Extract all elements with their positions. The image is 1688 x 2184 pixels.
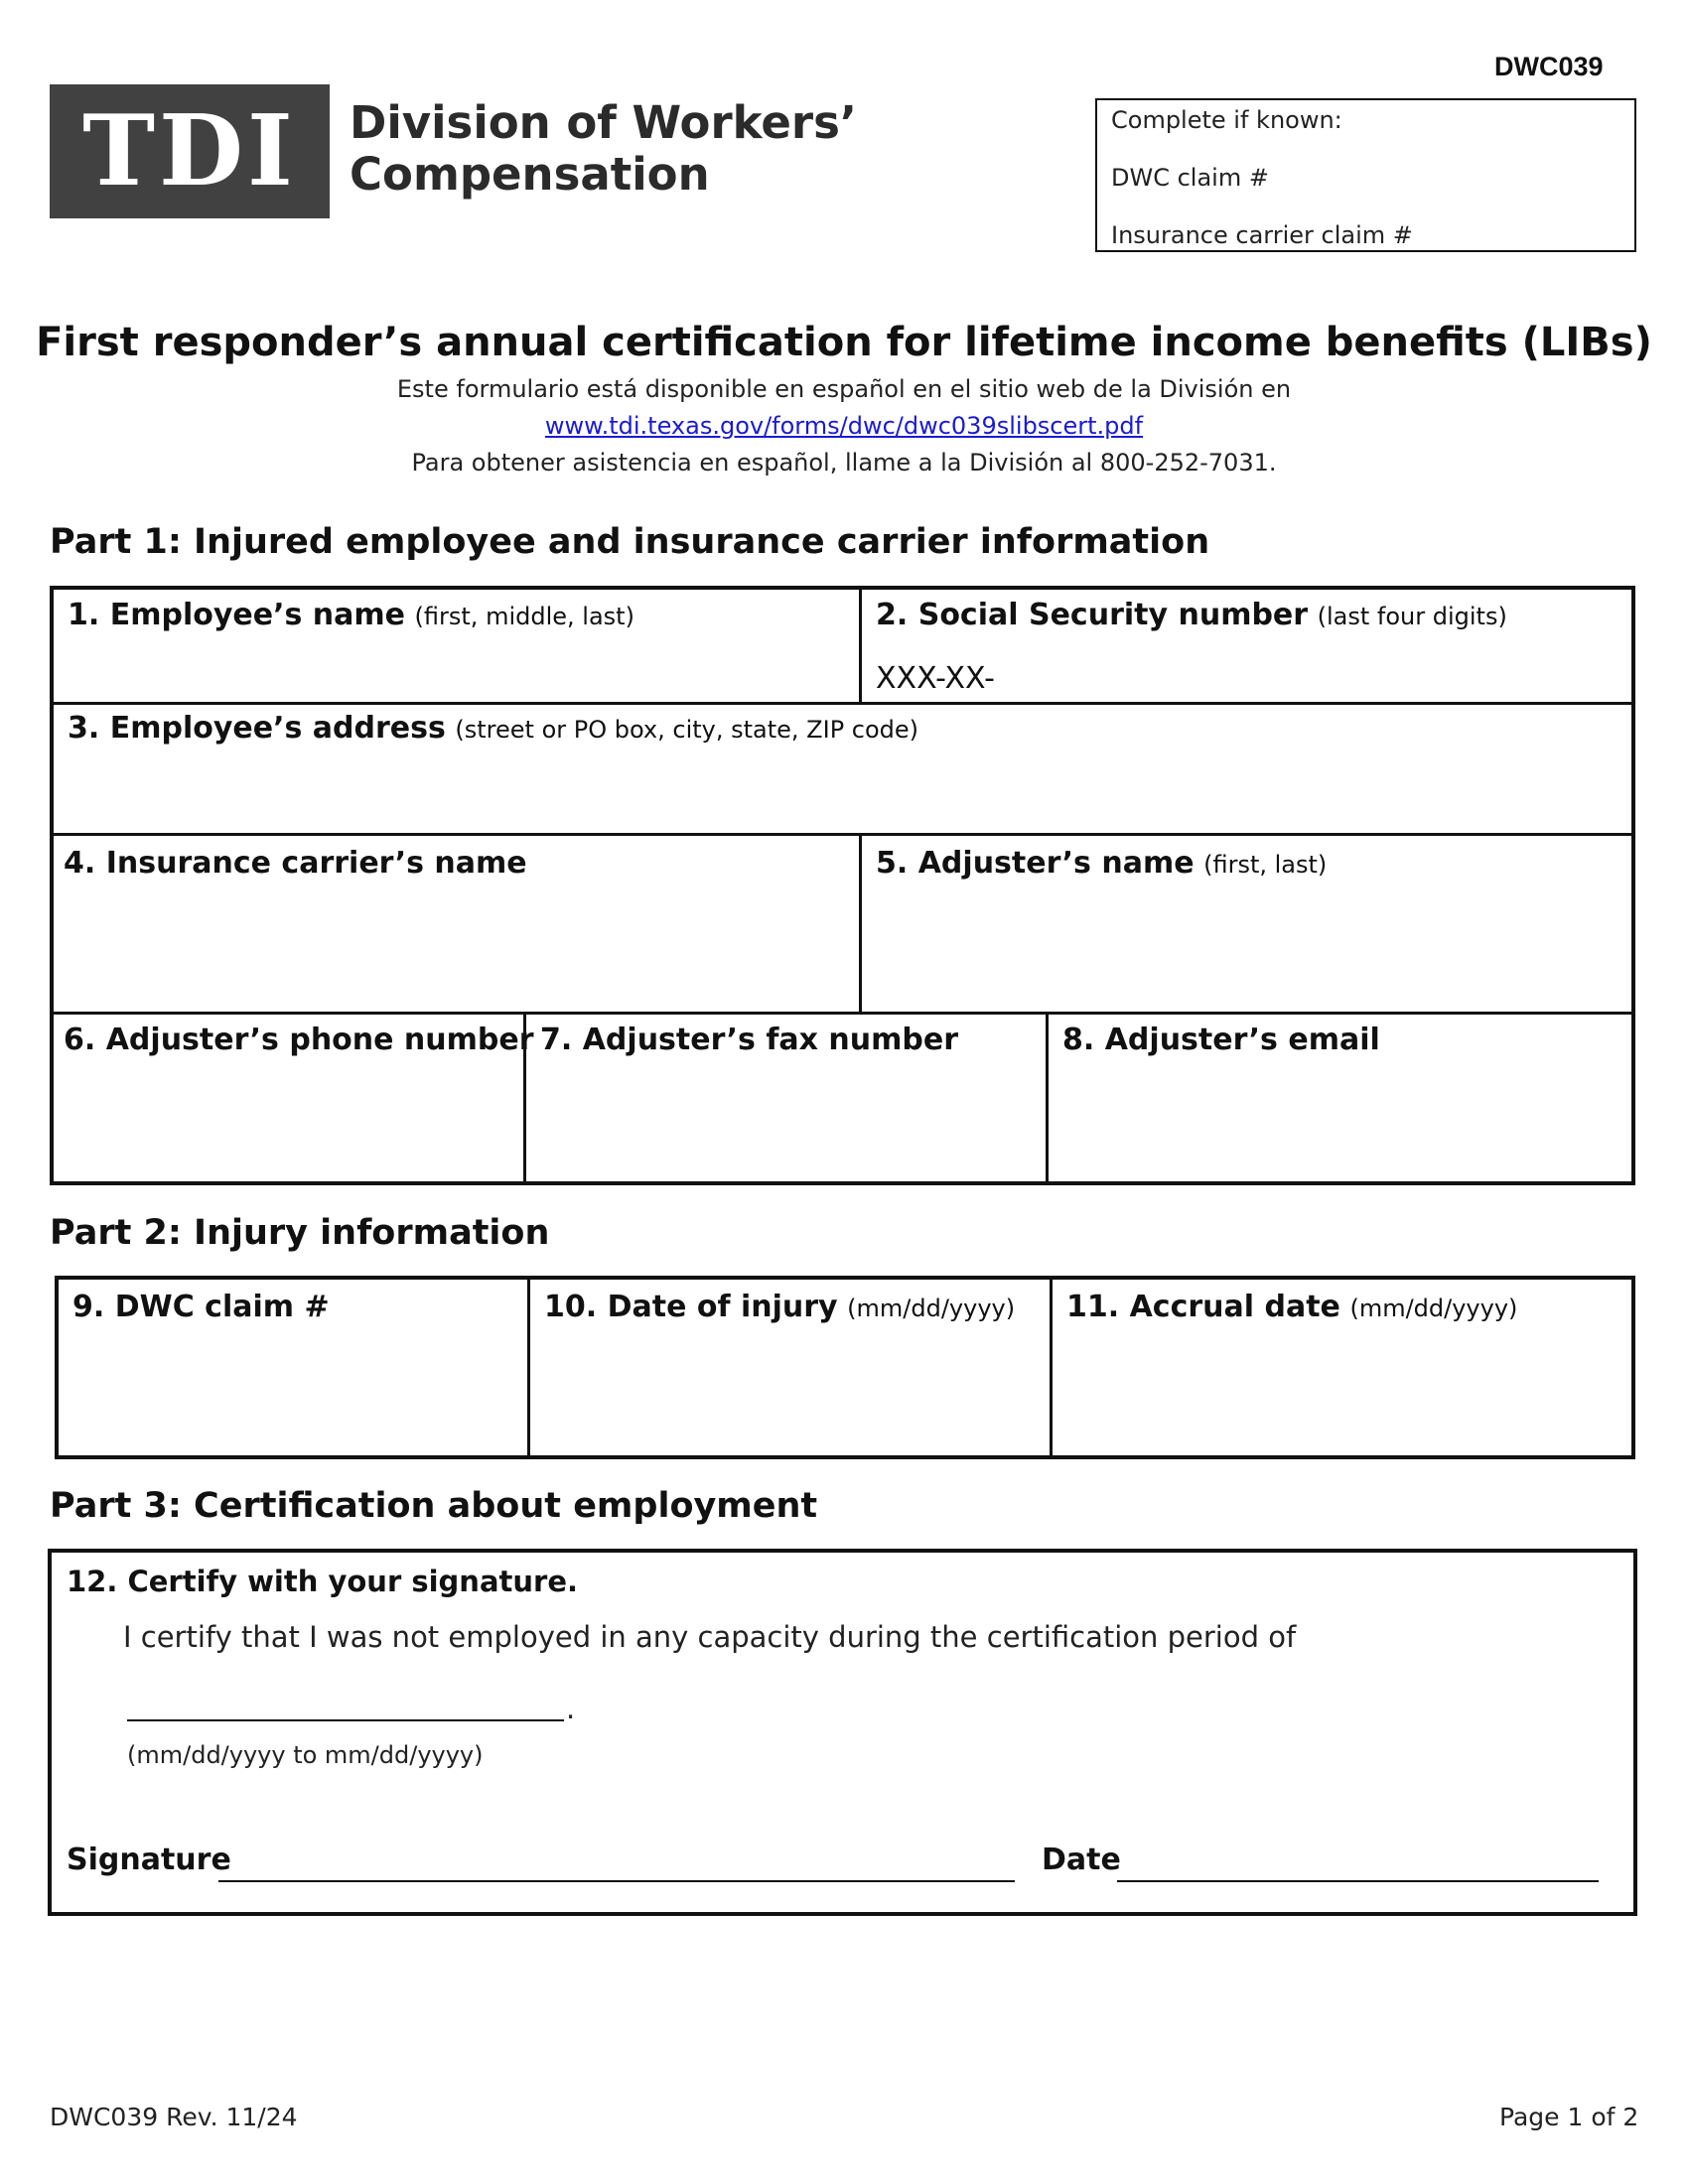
signature-label: Signature: [67, 1843, 231, 1877]
known-heading: Complete if known:: [1111, 106, 1342, 134]
form-revision: DWC039 Rev. 11/24: [50, 2103, 298, 2131]
spanish-url-line: [0, 412, 1688, 440]
accrual-date-label: 11. Accrual date (mm/dd/yyyy): [1066, 1290, 1518, 1324]
division-line-2: Compensation: [350, 148, 710, 201]
division-line-1: Division of Workers’: [350, 96, 857, 149]
adjuster-email-label: 8. Adjuster’s email: [1062, 1023, 1380, 1057]
carrier-name-field[interactable]: [54, 836, 859, 1012]
signature-date-field[interactable]: [1117, 1880, 1599, 1882]
spanish-note-1: Este formulario está disponible en español en el sitio web de la División en: [396, 375, 1292, 403]
adjuster-name-field[interactable]: [862, 836, 1633, 1012]
employee-name-label: 1. Employee’s name (first, middle, last): [68, 598, 634, 632]
dwc-claim-field[interactable]: [59, 1280, 527, 1459]
employee-address-label: 3. Employee’s address (street or PO box, city, state, ZIP code): [68, 711, 919, 746]
employee-address-field[interactable]: [54, 705, 1633, 833]
part1-heading: Part 1: Injured employee and insurance carrier information: [50, 522, 1210, 562]
period-format-hint: (mm/dd/yyyy to mm/dd/yyyy): [127, 1741, 484, 1769]
certify-label: 12. Certify with your signature.: [67, 1565, 579, 1598]
carrier-claim-label: Insurance carrier claim #: [1111, 221, 1413, 249]
dwc-claim-label: DWC claim #: [1111, 164, 1269, 192]
part2-heading: Part 2: Injury information: [50, 1213, 550, 1253]
spanish-form-link[interactable]: www.tdi.texas.gov/forms/dwc/dwc039slibscert.pdf: [544, 412, 1144, 440]
form-code: DWC039: [1494, 52, 1604, 81]
part3-box: [48, 1549, 1637, 1916]
dwc-claim-field-label: 9. DWC claim #: [72, 1290, 330, 1324]
date-of-injury-label: 10. Date of injury (mm/dd/yyyy): [544, 1290, 1016, 1324]
adjuster-email-field[interactable]: [1049, 1015, 1633, 1185]
accrual-date-field[interactable]: [1053, 1280, 1635, 1459]
page-title: First responder’s annual certification for lifetime income benefits (LIBs): [36, 320, 1652, 365]
date-label: Date: [1042, 1843, 1121, 1877]
part2-grid: [55, 1276, 1635, 1459]
ssn-label: 2. Social Security number (last four digits): [876, 598, 1507, 632]
signature-field[interactable]: [218, 1880, 1015, 1882]
spanish-note-2: Para obtener asistencia en español, llame a la División al 800-252-7031.: [411, 449, 1277, 477]
adjuster-fax-label: 7. Adjuster’s fax number: [540, 1023, 959, 1057]
certification-period-field[interactable]: [127, 1719, 564, 1721]
adjuster-phone-label: 6. Adjuster’s phone number: [64, 1023, 534, 1057]
part3-heading: Part 3: Certification about employment: [50, 1486, 818, 1526]
division-name: [350, 97, 857, 201]
carrier-name-label: 4. Insurance carrier’s name: [64, 846, 527, 881]
certification-statement: I certify that I was not employed in any capacity during the certification period of: [123, 1620, 1297, 1654]
date-of-injury-field[interactable]: [530, 1280, 1050, 1459]
page-number: Page 1 of 2: [1499, 2103, 1639, 2131]
part1-grid: [50, 586, 1635, 1185]
ssn-field[interactable]: [862, 590, 1633, 702]
adjuster-name-label: 5. Adjuster’s name (first, last): [876, 846, 1328, 881]
adjuster-fax-field[interactable]: [526, 1015, 1046, 1185]
employee-name-field[interactable]: [54, 590, 859, 702]
period-period-mark: .: [566, 1692, 576, 1725]
ssn-prefix: XXX-XX-: [876, 661, 995, 696]
tdi-logo: TDI: [50, 84, 330, 218]
adjuster-phone-field[interactable]: [54, 1015, 534, 1185]
complete-if-known-box: [1095, 98, 1636, 252]
